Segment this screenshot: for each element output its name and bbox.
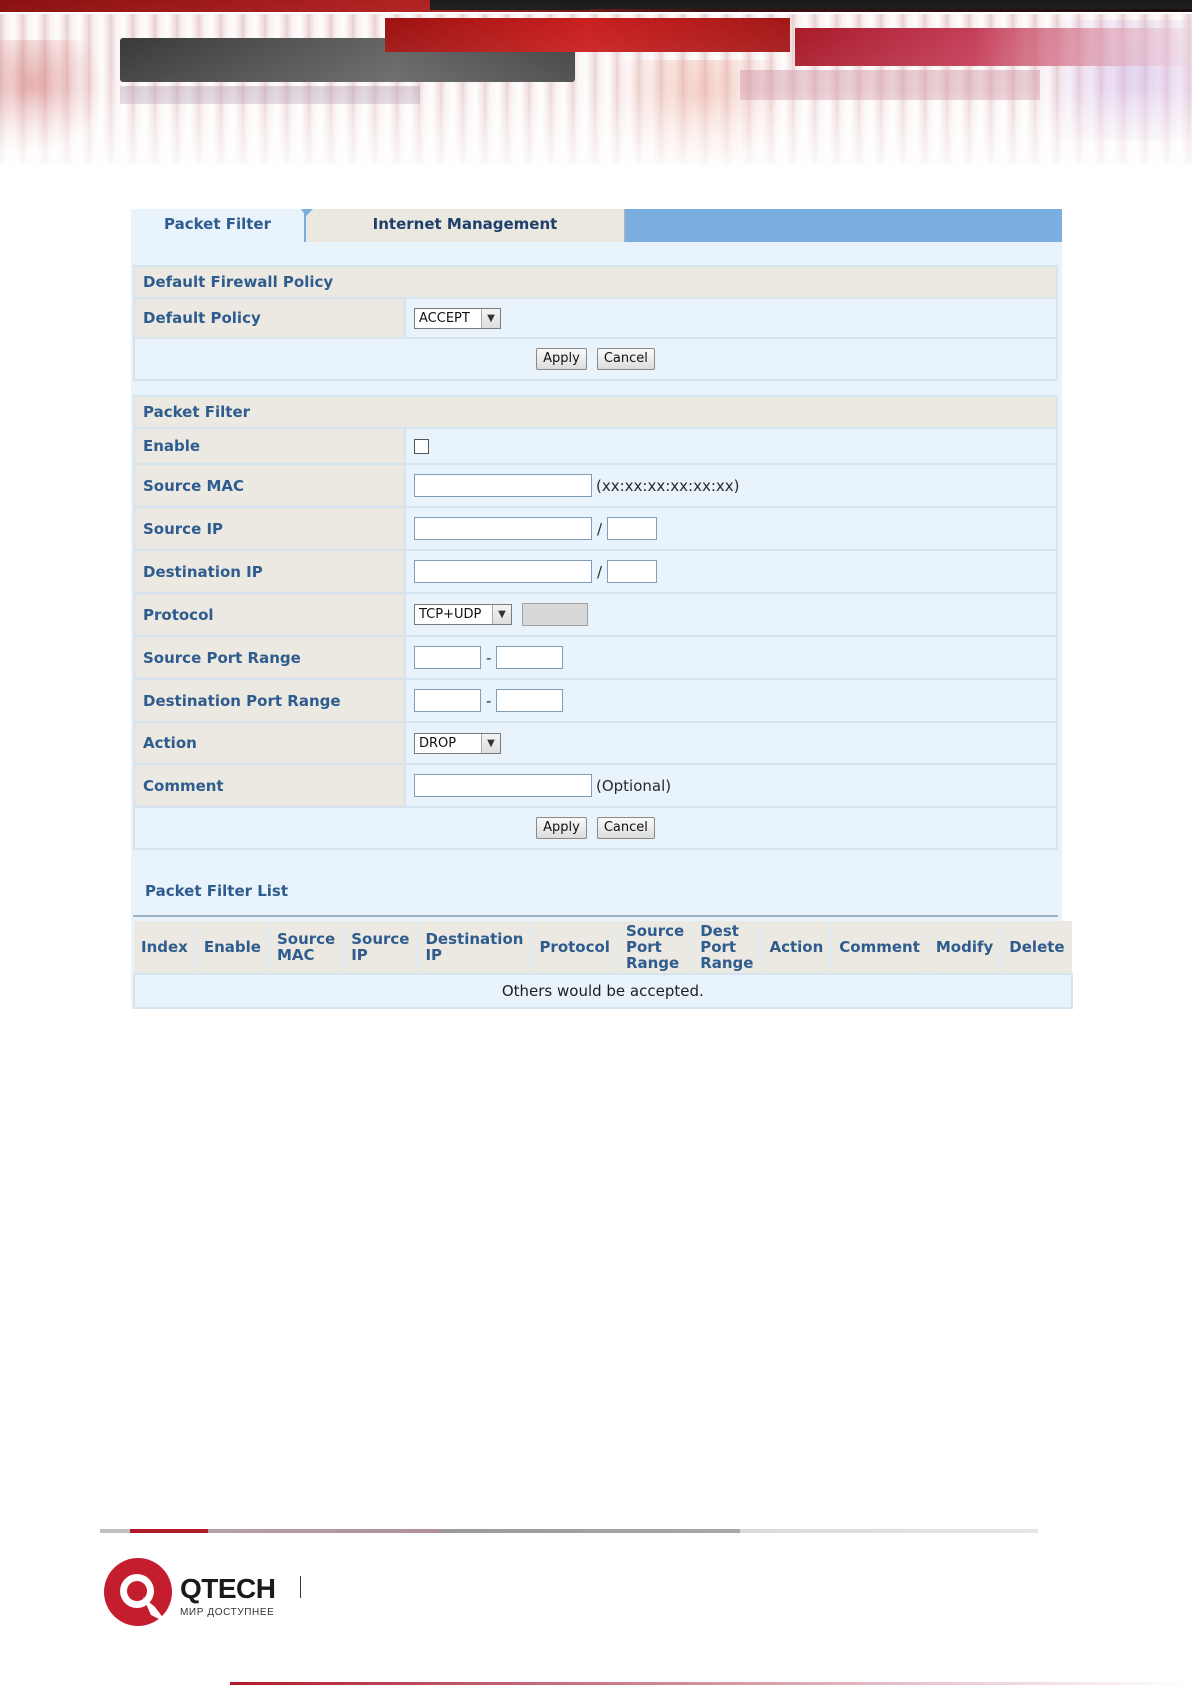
- source-mac-hint: (xx:xx:xx:xx:xx:xx): [596, 476, 740, 495]
- column-header-text: Enable: [203, 938, 261, 956]
- section-title: Default Firewall Policy: [135, 267, 1056, 297]
- default-policy-select[interactable]: [414, 308, 501, 329]
- tab-internet-management[interactable]: Internet Management: [306, 209, 626, 242]
- source-port-to-input[interactable]: [496, 646, 563, 669]
- default-policy-cancel-button[interactable]: Cancel: [597, 348, 655, 370]
- default-policy-section: [133, 265, 1058, 381]
- column-header-text: Modify: [935, 938, 994, 956]
- qtech-logo-icon: [103, 1557, 173, 1627]
- column-header-text: IP: [351, 946, 368, 964]
- table-header-row: [134, 921, 1072, 974]
- column-header-text: Protocol: [539, 938, 610, 956]
- default-policy-value: ACCEPT: [419, 310, 470, 326]
- source-ip-input[interactable]: [414, 517, 592, 540]
- tab-packet-filter[interactable]: Packet Filter: [131, 209, 304, 242]
- action-value: DROP: [419, 735, 457, 751]
- column-header-text: Range: [700, 954, 754, 972]
- column-header: [692, 921, 761, 974]
- column-header: [531, 921, 618, 974]
- source-mac-input[interactable]: [414, 474, 592, 497]
- column-header: [269, 921, 343, 974]
- source-port-row: [135, 635, 1056, 678]
- destination-port-from-input[interactable]: [414, 689, 481, 712]
- column-header: [618, 921, 692, 974]
- default-policy-buttons: [135, 337, 1056, 379]
- packet-filter-cancel-button[interactable]: Cancel: [597, 817, 655, 839]
- chevron-down-icon: ▼: [481, 309, 500, 328]
- column-header-text: Dest Port: [700, 922, 739, 956]
- chevron-down-icon: ▼: [481, 734, 500, 753]
- source-ip-separator: /: [597, 519, 603, 538]
- destination-port-label: Destination Port Range: [135, 680, 406, 721]
- column-header: [134, 921, 196, 974]
- column-header-text: MAC: [276, 946, 315, 964]
- destination-ip-input[interactable]: [414, 560, 592, 583]
- action-row: [135, 721, 1056, 763]
- comment-label: Comment: [135, 765, 406, 806]
- source-mac-row: [135, 463, 1056, 506]
- action-select[interactable]: [414, 733, 501, 754]
- default-policy-label: Default Policy: [135, 299, 406, 337]
- default-policy-apply-button[interactable]: Apply: [536, 348, 587, 370]
- packet-filter-section: [133, 395, 1058, 850]
- section-title: Packet Filter: [135, 397, 1056, 427]
- packet-filter-apply-button[interactable]: Apply: [536, 817, 587, 839]
- action-label: Action: [135, 723, 406, 763]
- column-header: [831, 921, 928, 974]
- source-ip-label: Source IP: [135, 508, 406, 549]
- source-port-separator: -: [486, 648, 492, 667]
- column-header-text: Comment: [839, 938, 920, 956]
- source-ip-row: [135, 506, 1056, 549]
- enable-label: Enable: [135, 429, 406, 463]
- source-port-from-input[interactable]: [414, 646, 481, 669]
- column-header-text: Destination: [425, 930, 524, 948]
- divider: [300, 1576, 301, 1598]
- destination-ip-mask-input[interactable]: [607, 560, 657, 583]
- column-header: [196, 921, 269, 974]
- column-header: [761, 921, 831, 974]
- column-header-text: Source: [625, 922, 685, 940]
- tab-bar: [131, 209, 1062, 242]
- column-header: [417, 921, 531, 974]
- column-header-text: Port Range: [625, 938, 680, 972]
- destination-port-row: [135, 678, 1056, 721]
- brand-name: QTECH: [180, 1573, 276, 1604]
- protocol-number-input: [522, 603, 588, 626]
- packet-filter-list-table: [133, 921, 1073, 1009]
- brand-tagline: МИР ДОСТУПНЕЕ: [180, 1607, 275, 1618]
- destination-ip-row: [135, 549, 1056, 592]
- protocol-select[interactable]: [414, 604, 512, 625]
- enable-checkbox[interactable]: [414, 439, 429, 454]
- column-header: [1001, 921, 1071, 974]
- column-header-text: Index: [141, 938, 188, 956]
- column-header-text: IP: [425, 946, 443, 964]
- protocol-row: [135, 592, 1056, 635]
- comment-input[interactable]: [414, 774, 592, 797]
- default-policy-row: [135, 297, 1056, 337]
- packet-filter-buttons: [135, 806, 1056, 848]
- column-header-text: Delete: [1009, 938, 1065, 956]
- divider: [133, 915, 1058, 917]
- protocol-label: Protocol: [135, 594, 406, 635]
- column-header: [343, 921, 417, 974]
- empty-list-message: Others would be accepted.: [134, 974, 1072, 1008]
- packet-filter-list-title: Packet Filter List: [145, 882, 289, 900]
- destination-port-separator: -: [486, 691, 492, 710]
- table-row: [134, 974, 1072, 1008]
- protocol-value: TCP+UDP: [419, 607, 482, 622]
- firewall-panel: [131, 209, 1065, 1008]
- source-port-label: Source Port Range: [135, 637, 406, 678]
- destination-ip-label: Destination IP: [135, 551, 406, 592]
- column-header-text: Source: [351, 930, 410, 948]
- header-banner: [0, 0, 1192, 200]
- footer-divider: [100, 1529, 1038, 1533]
- destination-ip-separator: /: [597, 562, 603, 581]
- column-header-text: Action: [769, 938, 824, 956]
- column-header-text: Source: [276, 930, 336, 948]
- chevron-down-icon: ▼: [492, 605, 511, 624]
- destination-port-to-input[interactable]: [496, 689, 563, 712]
- comment-row: [135, 763, 1056, 806]
- column-header: [928, 921, 1001, 974]
- comment-hint: (Optional): [596, 776, 672, 795]
- source-mac-label: Source MAC: [135, 465, 406, 506]
- enable-row: [135, 427, 1056, 463]
- source-ip-mask-input[interactable]: [607, 517, 657, 540]
